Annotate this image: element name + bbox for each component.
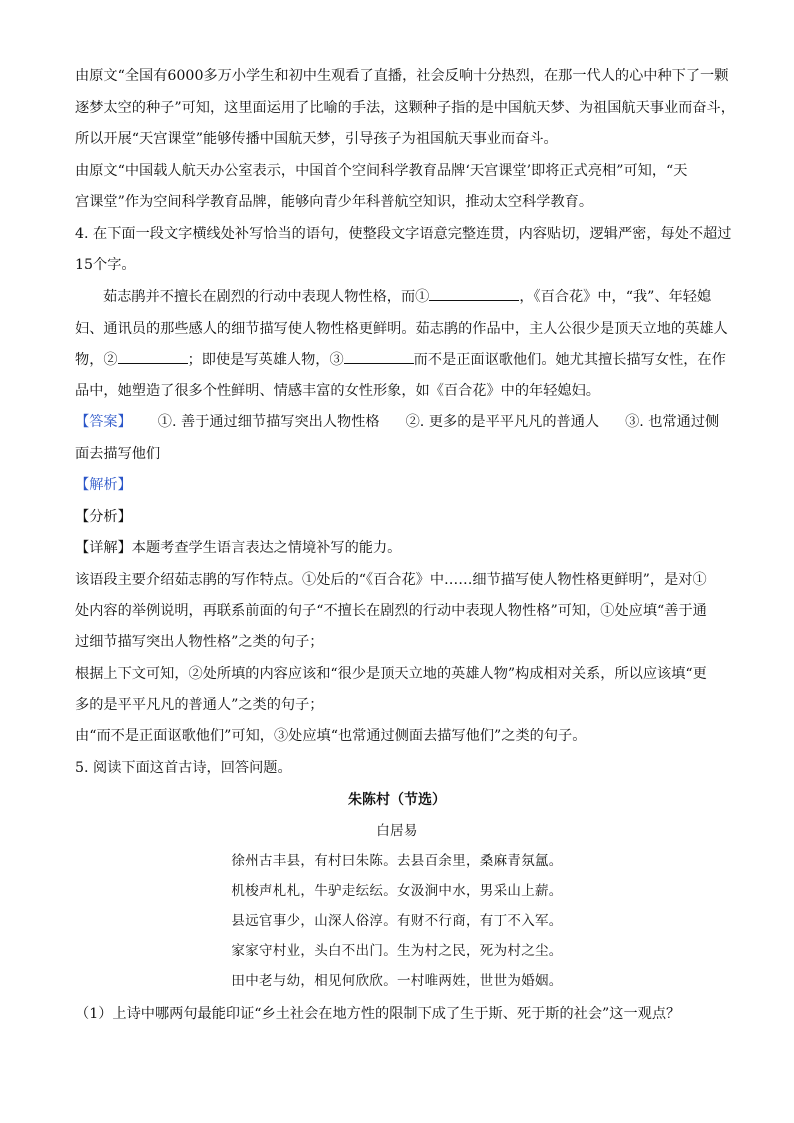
passage-text: ，《百合花》中，“我”、年轻媳 [519, 289, 712, 305]
answer-line [75, 413, 719, 431]
passage-line [75, 351, 726, 369]
passage-line [103, 288, 711, 306]
answer-line: 面去描写他们 [75, 446, 161, 462]
question-4-prompt: 4. 在下面一段文字横线处补写恰当的语句，使整段文字语意完整连贯，内容贴切，逻辑严密，每处不超过 [75, 226, 732, 242]
paragraph-line: 逐梦太空的种子”可知，这里面运用了比喻的手法，这颗种子指的是中国航天梦、为祖国航天事业而奋斗， [75, 100, 735, 116]
paragraph-line: 所以开展“天宫课堂”能够传播中国航天梦，引导孩子为祖国航天事业而奋斗。 [75, 131, 558, 147]
poem-line: 田中老与幼，相见何欣欣。一村唯两姓，世世为婚姻。 [231, 973, 563, 989]
poem-line: 徐州古丰县，有村曰朱陈。去县百余里，桑麻青氛氲。 [231, 853, 563, 869]
passage-text: ；即使是写英雄人物，③ [187, 352, 344, 368]
detail-line: 【详解】本题考查学生语言表达之情境补写的能力。 [75, 540, 402, 556]
question-5-1-prompt: （1）上诗中哪两句最能印证“乡土社会在地方性的限制下成了生于斯、死于斯的社会”这一观点？ [75, 1006, 681, 1022]
poem-author: 白居易 [376, 823, 418, 839]
detail-line: 处内容的举例说明，再联系前面的句子“不擅长在剧烈的行动中表现人物性格”可知，①处应填“善于通 [75, 603, 707, 619]
detail-line: 多的是平平凡凡的普通人”之类的句子； [75, 697, 324, 713]
fill-blank-1 [429, 288, 519, 301]
poem-line: 县远官事少，山深人俗淳。有财不行商，有丁不入军。 [231, 913, 563, 929]
answer-item: ③. 也常通过侧 [625, 414, 720, 430]
answer-tag: 【答案】 [75, 414, 132, 430]
poem-line: 家家守村业，头白不出门。生为村之民，死为村之尘。 [231, 943, 563, 959]
passage-line: 妇、通讯员的那些感人的细节描写使人物性格更鲜明。茹志鹃的作品中，主人公很少是顶天立地的英雄人 [75, 321, 728, 337]
paragraph-line: 宫课堂”作为空间科学教育品牌，能够向青少年科普航空知识，推动太空科学教育。 [75, 194, 594, 210]
analysis-tag: 【解析】 [75, 477, 132, 493]
question-4-prompt: 15个字。 [75, 257, 136, 273]
detail-line: 根据上下文可知，②处所填的内容应该和“很少是顶天立地的英雄人物”构成相对关系，所以应该填“更 [75, 666, 707, 682]
detail-line: 该语段主要介绍茹志鹃的写作特点。①处后的“《百合花》中……细节描写使人物性格更鲜明”，是对① [75, 572, 707, 588]
fill-blank-2 [118, 351, 188, 364]
passage-text: 物，② [75, 352, 118, 368]
paragraph-line: 由原文“全国有6000多万小学生和初中生观看了直播，社会反响十分热烈，在那一代人的心中种下了一颗 [75, 68, 729, 84]
poem-line: 机梭声札札，牛驴走纭纭。女汲涧中水，男采山上薪。 [231, 883, 563, 899]
paragraph-line: 由原文“中国载人航天办公室表示，中国首个空间科学教育品牌‘天宫课堂’即将正式亮相”可知，“天 [75, 163, 688, 179]
passage-line: 品中，她塑造了很多个性鲜明、情感丰富的女性形象，如《百合花》中的年轻媳妇。 [75, 383, 600, 399]
passage-text: 茹志鹃并不擅长在剧烈的行动中表现人物性格，而① [103, 289, 430, 305]
fenxi-tag: 【分析】 [75, 509, 132, 525]
fill-blank-3 [344, 351, 414, 364]
passage-text: 而不是正面讴歌他们。她尤其擅长描写女性，在作 [413, 352, 726, 368]
detail-line: 由“而不是正面讴歌他们”可知，③处应填“也常通过侧面去描写他们”之类的句子。 [75, 728, 587, 744]
question-5-prompt: 5. 阅读下面这首古诗，回答问题。 [75, 760, 292, 776]
answer-item: ②. 更多的是平平凡凡的普通人 [405, 414, 600, 430]
poem-title: 朱陈村（节选） [348, 792, 446, 808]
answer-item: ①. 善于通过细节描写突出人物性格 [157, 414, 380, 430]
detail-line: 过细节描写突出人物性格”之类的句子； [75, 634, 324, 650]
